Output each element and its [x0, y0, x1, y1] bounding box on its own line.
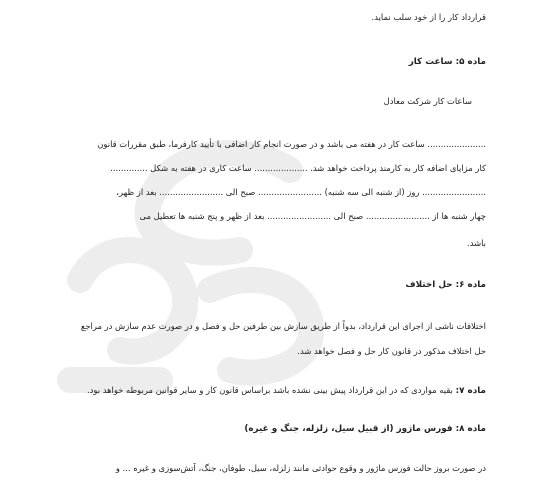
section-heading-8: ماده ۸: فورس ماژور (از قبیل سیل، زلزله، جنگ و غیره) [244, 424, 486, 434]
text-line-14: در صورت بروز حالت فورس ماژور و وقوع حوادثی مانند زلزله، سیل، طوفان، جنگ، آتش‌سوزی و غیره ... و [115, 463, 486, 473]
text-line-11: حل اختلاف مذکور در قانون کار حل و فصل خواهد شد. [297, 346, 486, 356]
article-7-text: بقیه مواردی که در این قرارداد پیش بینی نشده باشد براساس قانون کار و سایر قوانین مربوطه خواهد بود. [86, 385, 456, 395]
text-line-12 [87, 384, 486, 397]
text-line-5: کار مزایای اضافه کار به کارمند پرداخت خواهد شد. .................... ساعت کاری در هفته به شکل .............. [110, 163, 486, 173]
text-line-10: اختلافات ناشی از اجرای این قرارداد، بدواً از طریق سازش بین طرفین حل و فصل و در صورت عدم سازش در مراجع [80, 321, 486, 331]
section-heading-6: ماده ۶: حل اختلاف [405, 280, 486, 290]
text-line-7: چهار شنبه ها از ........................ صبح الی ........................ بعد از ظهر و پنج شنبه ها تعطیل می [139, 211, 486, 221]
section-heading-5: ماده ۵: ساعت کار [408, 57, 486, 67]
text-line-6: ........................ روز (از شنبه الی سه شنبه) ........................ صبح الی ........................ بعد از ظهر، [116, 187, 486, 197]
text-line-8: باشد. [467, 238, 486, 248]
text-line-4: ...................... ساعت کار در هفته می باشد و در صورت انجام کار اضافی با تأیید کارفرما، طبق مقررات قانون [97, 139, 486, 149]
text-line-1: قرارداد کار را از خود سلب نماید. [371, 12, 486, 22]
article-7-label: ماده ۷: [455, 386, 486, 396]
text-line-3: ساعات کار شرکت معادل [383, 96, 472, 106]
